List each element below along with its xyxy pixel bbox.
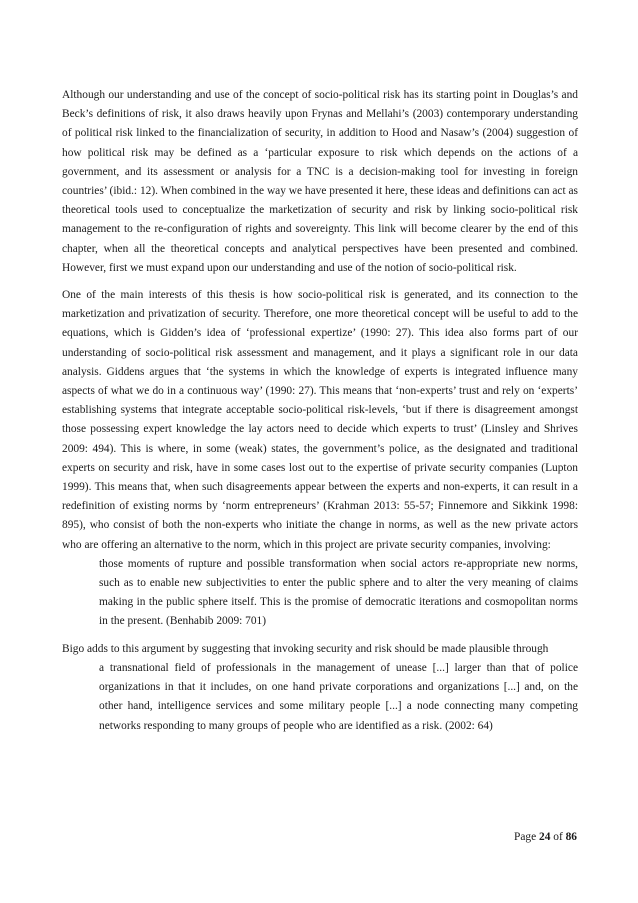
block-quote-bigo: a transnational field of professionals in the management of unease [...] larger than that of police organizations in that it includes, on one hand private corporations and organizations [...] and, on the other hand, intelligence services and some military people [...] a node connecting many competing networks responding to many groups of people who are identified as a risk. (2002: 64): [99, 661, 578, 732]
total-page-number: 86: [565, 831, 577, 843]
current-page-number: 24: [539, 831, 551, 843]
body-paragraph-3: Bigo adds to this argument by suggesting that invoking security and risk should be made plausible through: [62, 642, 549, 655]
body-paragraph-1: Although our understanding and use of the concept of socio-political risk has its starting point in Douglas’s and Beck’s definitions of risk, it also draws heavily upon Frynas and Mellahi’s (2003) contemporary understanding of political risk linked to the financialization of security, in addition to Hood and Nasaw’s (2004) suggestion of how political risk may be defined as a ‘particular exposure to risk which depends on the actions of a government, and its assessment or analysis for a TNC is a decision-making tool for investing in foreign countries’ (ibid.: 12). When combined in the way we have presented it here, these ideas and definitions can act as theoretical tools used to conceptualize the marketization of security and risk by linking socio-political risk management to the re-configuration of rights and sovereignty. This link will become clearer by the end of this chapter, when all the theoretical concepts and analytical perspectives have been presented and combined. However, first we must expand upon our understanding and use of the notion of socio-political risk.: [62, 89, 578, 274]
page-label: Page: [513, 831, 537, 843]
page-number-footer: [514, 830, 577, 844]
of-label: of: [553, 831, 563, 843]
document-page: [62, 86, 578, 736]
body-paragraph-2: One of the main interests of this thesis is how socio-political risk is generated, and its connection to the marketization and privatization of security. Therefore, one more theoretical concept will be useful to add to the equations, which is Gidden’s idea of ‘professional expertize’ (1990: 27). This idea also forms part of our understanding of socio-political risk assessment and management, and it plays a significant role in our data analysis. Giddens argues that ‘the systems in which the knowledge of experts is integrated influence many aspects of what we do in a continuous way’ (1990: 27). This means that ‘non-experts’ trust and rely on ‘experts’ establishing systems that integrate acceptable socio-political risk-levels, ‘but if there is disagreement amongst those possessing expert knowledge the lay actors need to decide which experts to trust’ (Linsley and Shrives 2009: 494). This is where, in some (weak) states, the government’s police, as the designated and traditional experts on security and risk, have in some cases lost out to the expertise of private security companies (Lupton 1999). This means that, when such disagreements appear between the experts and non-experts, it can result in a redefinition of existing norms by ‘norm entrepreneurs’ (Krahman 2013: 55-57; Finnemore and Sikkink 1998: 895), who consist of both the non-experts who initiate the change in norms, as well as the new private actors who are offering an alternative to the norm, which in this project are private security companies, involving:: [62, 289, 578, 551]
block-quote-benhabib: those moments of rupture and possible transformation when social actors re-appropriate new norms, such as to enable new subjectivities to enter the public sphere and to alter the very meaning of claims making in the public sphere itself. This is the promise of democratic iterations and cosmopolitan norms in the present. (Benhabib 2009: 701): [99, 557, 578, 628]
